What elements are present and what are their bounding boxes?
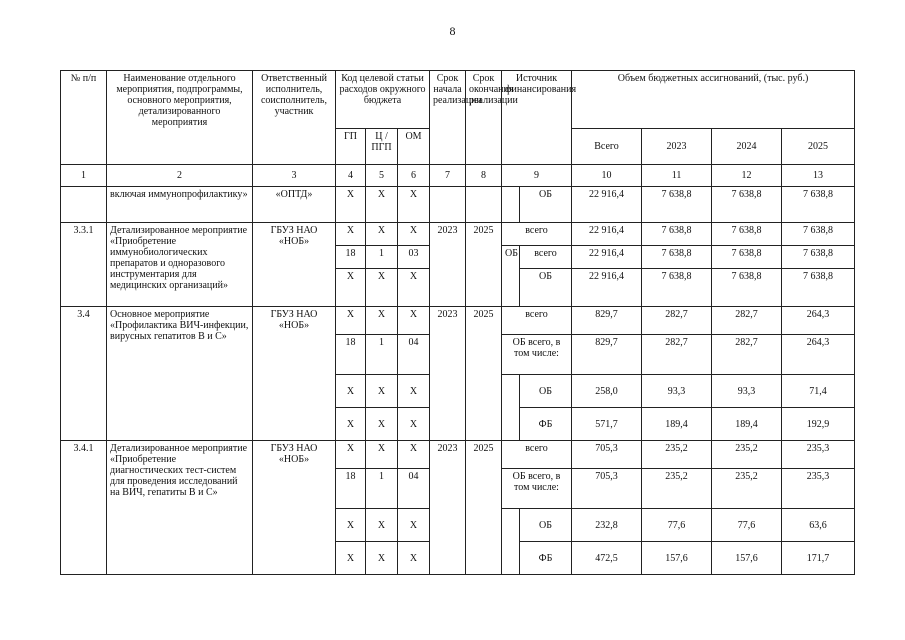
row-gp: 18: [336, 246, 366, 269]
row-source: ОБ: [520, 269, 572, 307]
row-total: 258,0: [572, 375, 642, 408]
header-2024: 2024: [712, 129, 782, 165]
row-om: X: [398, 307, 430, 335]
column-number: 3: [253, 165, 336, 187]
row-total: 705,3: [572, 469, 642, 509]
table-row: [61, 223, 855, 246]
row-source: ОБ: [520, 509, 572, 542]
row-2023: 282,7: [642, 335, 712, 375]
column-number: 6: [398, 165, 430, 187]
row-cp: X: [366, 408, 398, 441]
row-2023: 7 638,8: [642, 223, 712, 246]
row-gp: X: [336, 408, 366, 441]
row-om: X: [398, 223, 430, 246]
row-om: 04: [398, 335, 430, 375]
row-2023: 235,2: [642, 441, 712, 469]
row-2023: 7 638,8: [642, 246, 712, 269]
row-2024: 282,7: [712, 307, 782, 335]
row-source: ФБ: [520, 408, 572, 441]
row-responsible: «ОПТД»: [253, 187, 336, 223]
row-gp: 18: [336, 335, 366, 375]
header-total: Всего: [572, 129, 642, 165]
row-2025: 7 638,8: [782, 187, 855, 223]
header-cpgp: Ц / ПГП: [366, 129, 398, 165]
row-start: [430, 187, 466, 223]
row-2025: 264,3: [782, 307, 855, 335]
row-source: всего: [502, 441, 572, 469]
row-source-indent: [502, 187, 520, 223]
row-total: 22 916,4: [572, 223, 642, 246]
row-2025: 235,3: [782, 441, 855, 469]
header-responsible: Ответственный исполнитель, соисполнитель, участник: [253, 71, 336, 165]
row-2024: 7 638,8: [712, 187, 782, 223]
row-2024: 189,4: [712, 408, 782, 441]
row-source: ФБ: [520, 542, 572, 575]
page-number: 8: [449, 24, 456, 38]
row-gp: X: [336, 542, 366, 575]
row-gp: X: [336, 187, 366, 223]
column-number: 4: [336, 165, 366, 187]
column-number: 12: [712, 165, 782, 187]
row-cp: 1: [366, 469, 398, 509]
row-start: 2023: [430, 307, 466, 441]
header-source: Источник финансирования: [502, 71, 572, 165]
header-end: Срок окончания реализации: [466, 71, 502, 165]
row-cp: 1: [366, 246, 398, 269]
row-total: 472,5: [572, 542, 642, 575]
row-gp: X: [336, 441, 366, 469]
header-start: Срок начала реализации: [430, 71, 466, 165]
row-total: 22 916,4: [572, 269, 642, 307]
row-name: Основное мероприятие «Профилактика ВИЧ-инфекции, вирусных гепатитов В и С»: [107, 307, 253, 441]
row-cp: X: [366, 542, 398, 575]
row-source-indent: [502, 375, 520, 441]
row-total: 22 916,4: [572, 246, 642, 269]
table-row: [61, 307, 855, 335]
row-name: Детализированное мероприятие «Приобретение диагностических тест-систем для проведения исследований на ВИЧ, гепатиты В и С»: [107, 441, 253, 575]
row-om: X: [398, 509, 430, 542]
row-start: 2023: [430, 441, 466, 575]
column-number: 1: [61, 165, 107, 187]
column-number: 13: [782, 165, 855, 187]
row-gp: X: [336, 269, 366, 307]
row-total: 829,7: [572, 307, 642, 335]
column-number: 8: [466, 165, 502, 187]
row-cp: X: [366, 269, 398, 307]
row-om: X: [398, 408, 430, 441]
header-om: ОМ: [398, 129, 430, 165]
row-total: 571,7: [572, 408, 642, 441]
row-cp: 1: [366, 335, 398, 375]
header-gp: ГП: [336, 129, 366, 165]
column-number: 5: [366, 165, 398, 187]
row-om: X: [398, 187, 430, 223]
row-2025: 63,6: [782, 509, 855, 542]
row-om: X: [398, 269, 430, 307]
column-number: 11: [642, 165, 712, 187]
row-2025: 235,3: [782, 469, 855, 509]
row-gp: X: [336, 223, 366, 246]
row-source: всего: [520, 246, 572, 269]
column-numbers-row: [61, 165, 855, 187]
row-om: 04: [398, 469, 430, 509]
row-2025: 7 638,8: [782, 269, 855, 307]
header-num: № п/п: [61, 71, 107, 165]
row-2023: 77,6: [642, 509, 712, 542]
column-number: 9: [502, 165, 572, 187]
column-number: 10: [572, 165, 642, 187]
row-source-group: ОБ: [502, 246, 520, 307]
row-num: 3.3.1: [61, 223, 107, 307]
row-gp: X: [336, 375, 366, 408]
row-cp: X: [366, 307, 398, 335]
row-2025: 264,3: [782, 335, 855, 375]
row-source: ОБ: [520, 375, 572, 408]
row-2025: 71,4: [782, 375, 855, 408]
row-name: включая иммунопрофилактику»: [107, 187, 253, 223]
column-number: 7: [430, 165, 466, 187]
row-source: ОБ всего, в том числе:: [502, 335, 572, 375]
row-gp: 18: [336, 469, 366, 509]
row-2023: 7 638,8: [642, 269, 712, 307]
row-2024: 282,7: [712, 335, 782, 375]
row-gp: X: [336, 307, 366, 335]
header-volume: Объем бюджетных ассигнований, (тыс. руб.): [572, 71, 855, 129]
table-row: [61, 187, 855, 223]
row-2024: 235,2: [712, 441, 782, 469]
row-total: 705,3: [572, 441, 642, 469]
row-cp: X: [366, 509, 398, 542]
row-2023: 282,7: [642, 307, 712, 335]
row-2023: 157,6: [642, 542, 712, 575]
row-cp: X: [366, 375, 398, 408]
row-2024: 235,2: [712, 469, 782, 509]
row-2024: 157,6: [712, 542, 782, 575]
row-end: 2025: [466, 441, 502, 575]
column-number: 2: [107, 165, 253, 187]
row-source: ОБ всего, в том числе:: [502, 469, 572, 509]
row-cp: X: [366, 187, 398, 223]
row-2024: 77,6: [712, 509, 782, 542]
header-2025: 2025: [782, 129, 855, 165]
row-2024: 7 638,8: [712, 223, 782, 246]
row-start: 2023: [430, 223, 466, 307]
row-name: Детализированное мероприятие «Приобретение иммунобиологических препаратов и одноразового инструментария для медицинских организаций»: [107, 223, 253, 307]
row-2025: 7 638,8: [782, 246, 855, 269]
row-om: 03: [398, 246, 430, 269]
row-total: 829,7: [572, 335, 642, 375]
row-end: [466, 187, 502, 223]
row-2025: 192,9: [782, 408, 855, 441]
row-responsible: ГБУЗ НАО «НОБ»: [253, 441, 336, 575]
row-source: ОБ: [520, 187, 572, 223]
budget-table: [60, 70, 855, 575]
row-total: 22 916,4: [572, 187, 642, 223]
row-total: 232,8: [572, 509, 642, 542]
row-responsible: ГБУЗ НАО «НОБ»: [253, 223, 336, 307]
row-cp: X: [366, 441, 398, 469]
row-2024: 93,3: [712, 375, 782, 408]
row-end: 2025: [466, 223, 502, 307]
row-2023: 235,2: [642, 469, 712, 509]
row-2025: 7 638,8: [782, 223, 855, 246]
row-2024: 7 638,8: [712, 246, 782, 269]
row-2023: 93,3: [642, 375, 712, 408]
row-2024: 7 638,8: [712, 269, 782, 307]
row-source: всего: [502, 223, 572, 246]
row-source-indent: [502, 509, 520, 575]
row-responsible: ГБУЗ НАО «НОБ»: [253, 307, 336, 441]
row-end: 2025: [466, 307, 502, 441]
row-num: [61, 187, 107, 223]
row-num: 3.4: [61, 307, 107, 441]
row-om: X: [398, 441, 430, 469]
header-row: [61, 71, 855, 129]
row-cp: X: [366, 223, 398, 246]
header-2023: 2023: [642, 129, 712, 165]
row-2023: 189,4: [642, 408, 712, 441]
header-name: Наименование отдельного мероприятия, подпрограммы, основного мероприятия, детализированного мероприятия: [107, 71, 253, 165]
row-gp: X: [336, 509, 366, 542]
row-source: всего: [502, 307, 572, 335]
row-2023: 7 638,8: [642, 187, 712, 223]
row-2025: 171,7: [782, 542, 855, 575]
row-om: X: [398, 542, 430, 575]
row-num: 3.4.1: [61, 441, 107, 575]
table-row: [61, 441, 855, 469]
header-code: Код целевой статьи расходов окружного бюджета: [336, 71, 430, 129]
row-om: X: [398, 375, 430, 408]
